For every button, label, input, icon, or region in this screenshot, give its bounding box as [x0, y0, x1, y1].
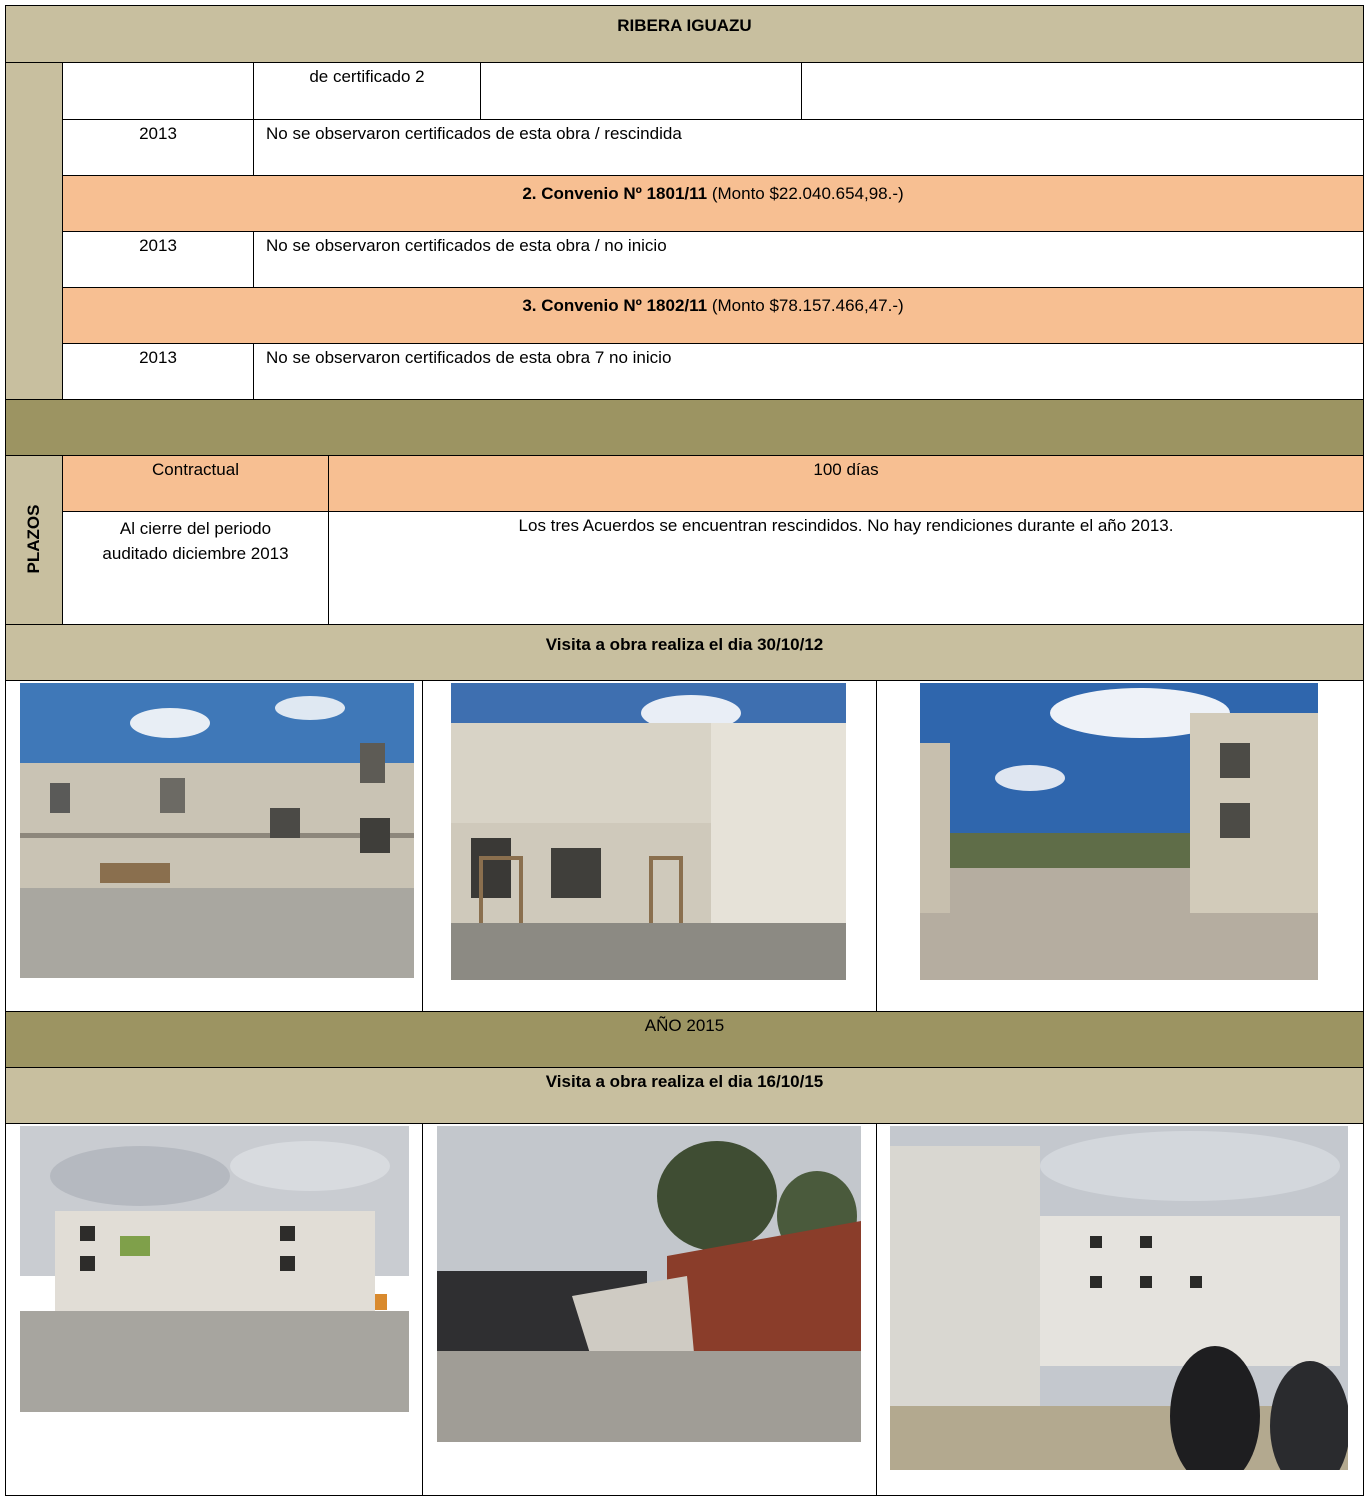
- site-photo: [20, 683, 414, 978]
- note-text: No se observaron certificados de esta obra / rescindida: [266, 124, 682, 143]
- site-photo: [437, 1126, 861, 1442]
- cierre-value-cell: [328, 511, 1364, 625]
- convenio-label: 3. Convenio Nº 1802/11: [522, 296, 708, 315]
- visit-title: Visita a obra realiza el dia 16/10/15: [545, 1072, 824, 1091]
- table-cell: [253, 62, 481, 120]
- cert-continuation: de certificado 2: [309, 67, 425, 86]
- page-title: [5, 5, 1364, 63]
- note-cell: [253, 231, 1364, 288]
- year: 2013: [139, 348, 177, 367]
- year-cell: [62, 119, 254, 176]
- note-text: No se observaron certificados de esta obra 7 no inicio: [266, 348, 672, 367]
- note-cell: [253, 119, 1364, 176]
- visit-header: [5, 624, 1364, 681]
- convenio-amount: (Monto $22.040.654,98.-): [707, 184, 904, 203]
- convenio-header: [62, 175, 1364, 232]
- side-column: [5, 62, 63, 400]
- table-cell: [62, 62, 254, 120]
- note-cell: [253, 343, 1364, 400]
- cierre-label: Al cierre del periodo auditado diciembre 2013: [102, 519, 289, 563]
- year: 2013: [139, 124, 177, 143]
- site-photo: [890, 1126, 1348, 1470]
- cierre-label-cell: [62, 511, 329, 625]
- year-divider-text: AÑO 2015: [644, 1016, 725, 1035]
- visit-title: Visita a obra realiza el dia 30/10/12: [545, 635, 824, 654]
- contractual-value-cell: [328, 455, 1364, 512]
- plazos-label: PLAZOS: [24, 504, 43, 574]
- year-cell: [62, 231, 254, 288]
- site-photo: [920, 683, 1318, 980]
- site-photo: [20, 1126, 409, 1412]
- section-divider: [5, 399, 1364, 456]
- contractual-value: 100 días: [813, 460, 879, 479]
- plazos-side: [5, 455, 63, 625]
- site-photo: [451, 683, 846, 980]
- year: 2013: [139, 236, 177, 255]
- note-text: No se observaron certificados de esta obra / no inicio: [266, 236, 667, 255]
- convenio-header: [62, 287, 1364, 344]
- year-cell: [62, 343, 254, 400]
- page-title-text: RIBERA IGUAZU: [617, 16, 752, 35]
- year-divider: [5, 1011, 1364, 1068]
- contractual-label-cell: [62, 455, 329, 512]
- table-cell: [480, 62, 802, 120]
- visit-header: [5, 1067, 1364, 1124]
- table-cell: [801, 62, 1364, 120]
- cierre-value: Los tres Acuerdos se encuentran rescindidos. No hay rendiciones durante el año 2013.: [518, 516, 1174, 535]
- contractual-label: Contractual: [152, 460, 239, 479]
- convenio-label: 2. Convenio Nº 1801/11: [522, 184, 708, 203]
- convenio-amount: (Monto $78.157.466,47.-): [707, 296, 904, 315]
